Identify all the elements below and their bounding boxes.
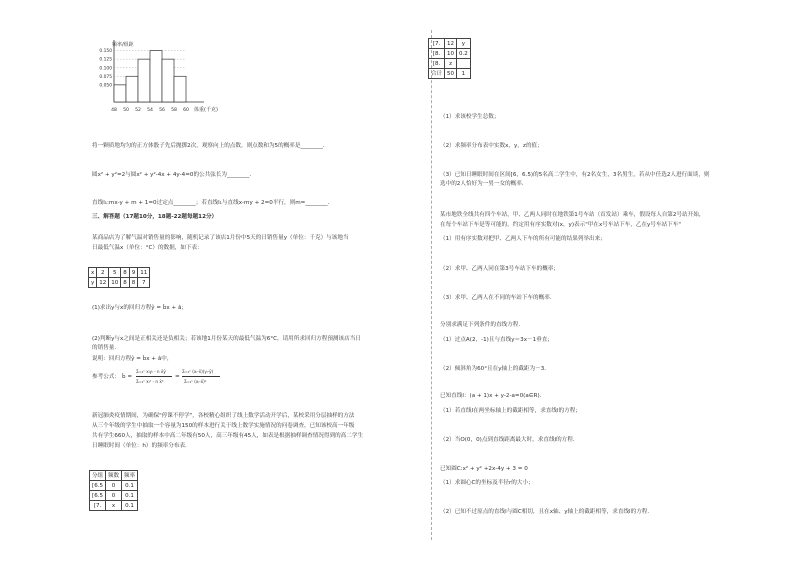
x-tick-label: 52 [135,108,141,113]
histogram-bar [138,59,150,102]
histogram-bar [150,51,162,102]
freq-table-cell: [6.5 [90,481,106,491]
freq-table-cell: 50 [445,69,457,79]
freq-table-row [429,69,471,79]
data-table-cell: 12 [97,278,109,288]
q17-part-1: (1)求出y与x的回归方程ŷ = b̂x + â； [92,305,187,311]
formula-b-hat: b̂ = [122,374,133,380]
q21-intro: 已知直线l：(a + 1)x + y-2-a=0(a∈R)． [440,393,546,399]
freq-table-row [429,49,471,59]
frequency-table-continued [428,38,471,79]
formula-numerator: Σᵢ₌₁ⁿ xᵢyᵢ - n x̄ȳ [136,369,166,374]
q18-line-3: 共有学生660人，抽取的样本中高二年级有50人，高三年级有45人，如表是根据抽样调查情况得到的高二学生 [92,433,364,439]
q17-part-2-line-1: (2)判断y与x之间是正相关还是负相关；若该地1月份某天的最低气温为6°C，请用所求回归方程预测该店当日 [92,336,361,342]
x-tick-label: 54 [147,108,153,113]
q19-line-2: 在每个车站下车是等可能的，约定用有序实数对(x，y)表示"甲在x号车站下车，乙在y号车站下车" [440,222,681,228]
freq-table-cell: [8. [429,59,445,69]
freq-table-cell: [6.5 [90,491,106,501]
histogram-chart [88,38,218,124]
x-tick-label: 58 [171,108,177,113]
question-circles: 圆x² + y²=2与圆x² + y²-4x + 4y-4=0的公共弦长为________． [92,172,255,178]
histogram-bar [114,85,126,102]
formula-label: 参考公式： [92,374,120,380]
question-dice: 将一颗质地均匀的正方体骰子先后抛掷2次，观察向上的点数，则点数和为5的概率是________． [92,143,329,149]
freq-table-cell: 0 [106,491,122,501]
formula-numerator-2: Σᵢ₌₁ⁿ (xᵢ-x̄)(yᵢ-ȳ) [182,369,214,374]
formula-denominator: Σᵢ₌₁ⁿ xᵢ² - n x̄² [136,379,164,384]
q19-sub-2: （2）求甲、乙两人同在第3号车站下车的概率； [440,266,559,272]
data-table-cell: 10 [109,278,121,288]
x-tick-label: 60 [183,108,189,113]
q22-sub-1: （1）求圆心C的坐标及半径r的大小； [440,480,534,486]
formula-equals: = [175,374,180,380]
data-table-cell: y [89,278,97,288]
y-tick-label: 0.125 [99,57,112,63]
column-divider [431,30,432,540]
freq-table-cell: y [457,39,471,49]
q18-sub-1: （1）求该校学生总数； [440,114,500,120]
x-tick-label: 50 [123,108,129,113]
q19-sub-3: （3）求甲、乙两人在不同的车站下车的概率． [440,295,556,301]
freq-table-cell: 频数 [106,471,122,481]
chart-bars [114,51,186,102]
q21-sub-2: （2）当O(0，0)点到直线距离最大时，求直线l的方程． [440,437,579,443]
fraction-bar-2 [182,376,220,377]
freq-table-row [429,59,471,69]
data-table-cell: 8 [121,278,130,288]
q20-sub-1: （1）过点A(2，-1)且与直线y＝3x－1垂直； [440,337,553,343]
freq-table-cell: 0.2 [457,49,471,59]
data-table-row [89,278,150,288]
q17-reference-note: 说明：回归方程ŷ = b̂x + â中， [92,356,173,362]
q19-sub-1: （1）用有序实数对把甲、乙两人下车的所有可能的结果列举出来； [440,236,606,242]
freq-table-cell: 0.1 [122,501,138,511]
formula-denominator-2: Σᵢ₌₁ⁿ (xᵢ-x̄)² [184,379,207,384]
y-tick-label: 0.100 [99,66,112,72]
q19-line-1: 某市地铁全线共有四个车站，甲、乙两人同时在地铁第1号车站（首发站）乘车，假设每人自第2号站开始， [440,212,705,218]
freq-table-cell: 0 [106,481,122,491]
freq-table-cell: z [445,59,457,69]
y-tick-label: 0.050 [99,83,112,89]
freq-table-cell: 合计 [429,69,445,79]
data-table-cell: x [89,268,97,278]
data-table-cell: 5 [109,268,121,278]
frequency-table [89,470,138,511]
histogram-bar [174,76,186,102]
q18-sub-2: （2）求频率分布表中实数x，y，z的值； [440,143,543,149]
freq-table-cell: 1 [457,69,471,79]
q17-part-2-line-2: 的销售量. [92,345,117,351]
freq-table-cell: [8. [429,49,445,59]
data-table-cell: 11 [138,268,150,278]
q17-line-2: 日最低气温x（单位：°C）的数据，如下表： [92,245,203,251]
freq-table-cell: 0.1 [122,491,138,501]
q17-line-1: 某商品店为了解气温对销售量的影响，随机记录了该店1月份中5天的日销售量y（单位：千克）与该地当 [92,235,349,241]
data-table-cell: 9 [129,268,138,278]
q18-line-4: 日睡眠时间（单位：h）的频率分布表． [92,443,191,449]
data-table-cell: 7 [138,278,150,288]
data-table-cell: 8 [129,278,138,288]
freq-table-cell: 分组 [90,471,106,481]
freq-table-row [429,39,471,49]
x-axis-label: 体重(千克) [194,107,218,113]
y-axis-label: 频率/组距 [112,42,134,48]
q18-sub-3-line-1: （3）已知日睡眠时间在区间[6，6.5)的5名高二学生中，有2名女生，3名男生，若从中任选2人进行面谈，则 [440,172,710,178]
freq-table-row [90,501,138,511]
fraction-bar [136,376,172,377]
histogram-bar [126,76,138,102]
q21-sub-1: （1）若直线l在两坐标轴上的截距相等，求直线l的方程； [440,408,581,414]
freq-table-row [90,471,138,481]
histogram-bar [162,59,174,102]
q18-line-1: 新冠肺炎疫情期间，为确保"停课不停学"，各校精心组织了线上数学活动开学后，某校采用分层抽样的方法 [92,413,355,419]
q22-sub-2: （2）已知不过原点的直线l与圆C相切，且在x轴、y轴上的截距相等，求直线l的方程． [440,509,653,515]
freq-table-cell: x [106,501,122,511]
q22-intro: 已知圆C:x² + y² +2x-4y + 3 = 0 [440,466,528,472]
data-table-row [89,268,150,278]
freq-table-cell [457,59,471,69]
y-tick-label: 0.075 [99,74,112,80]
freq-table-cell: 频率 [122,471,138,481]
freq-table-row [90,491,138,501]
freq-table-cell: [7. [90,501,106,511]
q18-sub-3-line-2: 选中的2人恰好为一男一女的概率． [440,181,528,187]
x-tick-label: 48 [111,108,117,113]
q20-sub-2: （2）倾斜角为60°且在y轴上的截距为－3． [440,366,550,372]
freq-table-cell: [7. [429,39,445,49]
q20-intro: 分别求满足下列条件的直线方程． [440,322,524,328]
data-table [88,267,150,288]
section-heading: 三、解答题（17题10分，18题-22题每题12分） [92,214,218,220]
x-tick-label: 56 [159,108,165,113]
freq-table-cell: 0.1 [122,481,138,491]
freq-table-cell: 10 [445,49,457,59]
freq-table-row [90,481,138,491]
q18-line-2: 从三个年级的学生中抽取一个容量为150的样本进行关于线上数学实施情况的问卷调查，已知该校高一年级 [92,423,355,429]
y-tick-label: 0.150 [99,49,112,55]
freq-table-cell: 12 [445,39,457,49]
data-table-cell: 2 [97,268,109,278]
data-table-cell: 8 [121,268,130,278]
question-lines: 直线l₁:mx-y + m + 1=0过定点________；若直线l₁与直线x-my + 2=0平行，则m=________． [92,200,334,206]
